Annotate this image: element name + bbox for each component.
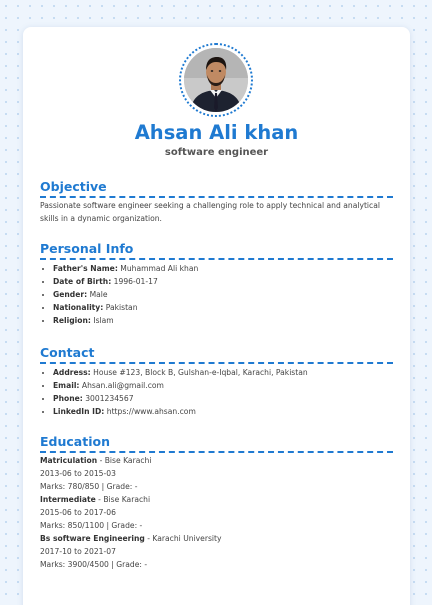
- list-item: [53, 314, 393, 327]
- item-label: Email:: [53, 381, 80, 390]
- education-entry: [40, 454, 393, 493]
- education-section: [40, 433, 393, 571]
- list-item: [53, 366, 393, 379]
- item-label: Address:: [53, 368, 91, 377]
- item-value: Muhammad Ali khan: [120, 264, 199, 273]
- item-value: 1996-01-17: [113, 277, 158, 286]
- institute-name: - Bise Karachi: [97, 456, 152, 465]
- candidate-name: Ahsan Ali khan: [134, 121, 299, 144]
- personal-info-list: [40, 262, 393, 327]
- item-label: Religion:: [53, 316, 91, 325]
- institute-name: - Karachi University: [144, 534, 222, 543]
- item-value: Islam: [93, 316, 114, 325]
- item-label: LinkedIn ID:: [53, 407, 105, 416]
- institute-name: - Bise Karachi: [95, 495, 151, 504]
- profile-photo-frame: [179, 43, 253, 117]
- profile-photo: [184, 48, 248, 112]
- education-dates: 2015-06 to 2017-06: [40, 508, 116, 517]
- list-item: [53, 275, 393, 288]
- education-marks: Marks: 780/850 | Grade: -: [40, 482, 138, 491]
- degree-name: Intermediate: [40, 495, 96, 504]
- education-dates: 2013-06 to 2015-03: [40, 469, 116, 478]
- objective-text: Passionate software engineer seeking a challenging role to apply technical and analytical skills in a dynamic organization.: [40, 201, 380, 223]
- list-item: [53, 288, 393, 301]
- list-item: [53, 301, 393, 314]
- item-value: Pakistan: [105, 303, 138, 312]
- education-degree-line: [40, 454, 393, 467]
- education-entry: [40, 532, 393, 571]
- contact-heading: Contact: [40, 344, 393, 364]
- list-item: [53, 405, 393, 418]
- education-heading: Education: [40, 433, 393, 453]
- degree-name: Bs software Engineering: [40, 534, 145, 543]
- contact-list: [40, 366, 393, 418]
- linkedin-value: https://www.ahsan.com: [106, 407, 196, 416]
- item-value: Male: [89, 290, 108, 299]
- email-value: Ahsan.ali@gmail.com: [81, 381, 164, 390]
- candidate-title: software engineer: [164, 147, 269, 158]
- list-item: [53, 392, 393, 405]
- item-label: Date of Birth:: [53, 277, 112, 286]
- education-entry: [40, 493, 393, 532]
- phone-value: 3001234567: [85, 394, 134, 403]
- address-value: House #123, Block B, Gulshan-e-Iqbal, Karachi, Pakistan: [93, 368, 308, 377]
- personal-info-heading: Personal Info: [40, 240, 393, 260]
- degree-name: Matriculation: [40, 456, 98, 465]
- resume-card: [23, 27, 410, 605]
- objective-heading: Objective: [40, 178, 393, 198]
- personal-info-section: [40, 240, 393, 327]
- list-item: [53, 379, 393, 392]
- education-degree-line: [40, 493, 393, 506]
- item-label: Gender:: [53, 290, 88, 299]
- item-label: Nationality:: [53, 303, 104, 312]
- list-item: [53, 262, 393, 275]
- education-degree-line: [40, 532, 393, 545]
- education-marks: Marks: 850/1100 | Grade: -: [40, 521, 143, 530]
- item-label: Phone:: [53, 394, 83, 403]
- contact-section: [40, 344, 393, 418]
- education-dates: 2017-10 to 2021-07: [40, 547, 116, 556]
- education-marks: Marks: 3900/4500 | Grade: -: [40, 560, 148, 569]
- objective-section: [40, 178, 393, 225]
- item-label: Father's Name:: [53, 264, 118, 273]
